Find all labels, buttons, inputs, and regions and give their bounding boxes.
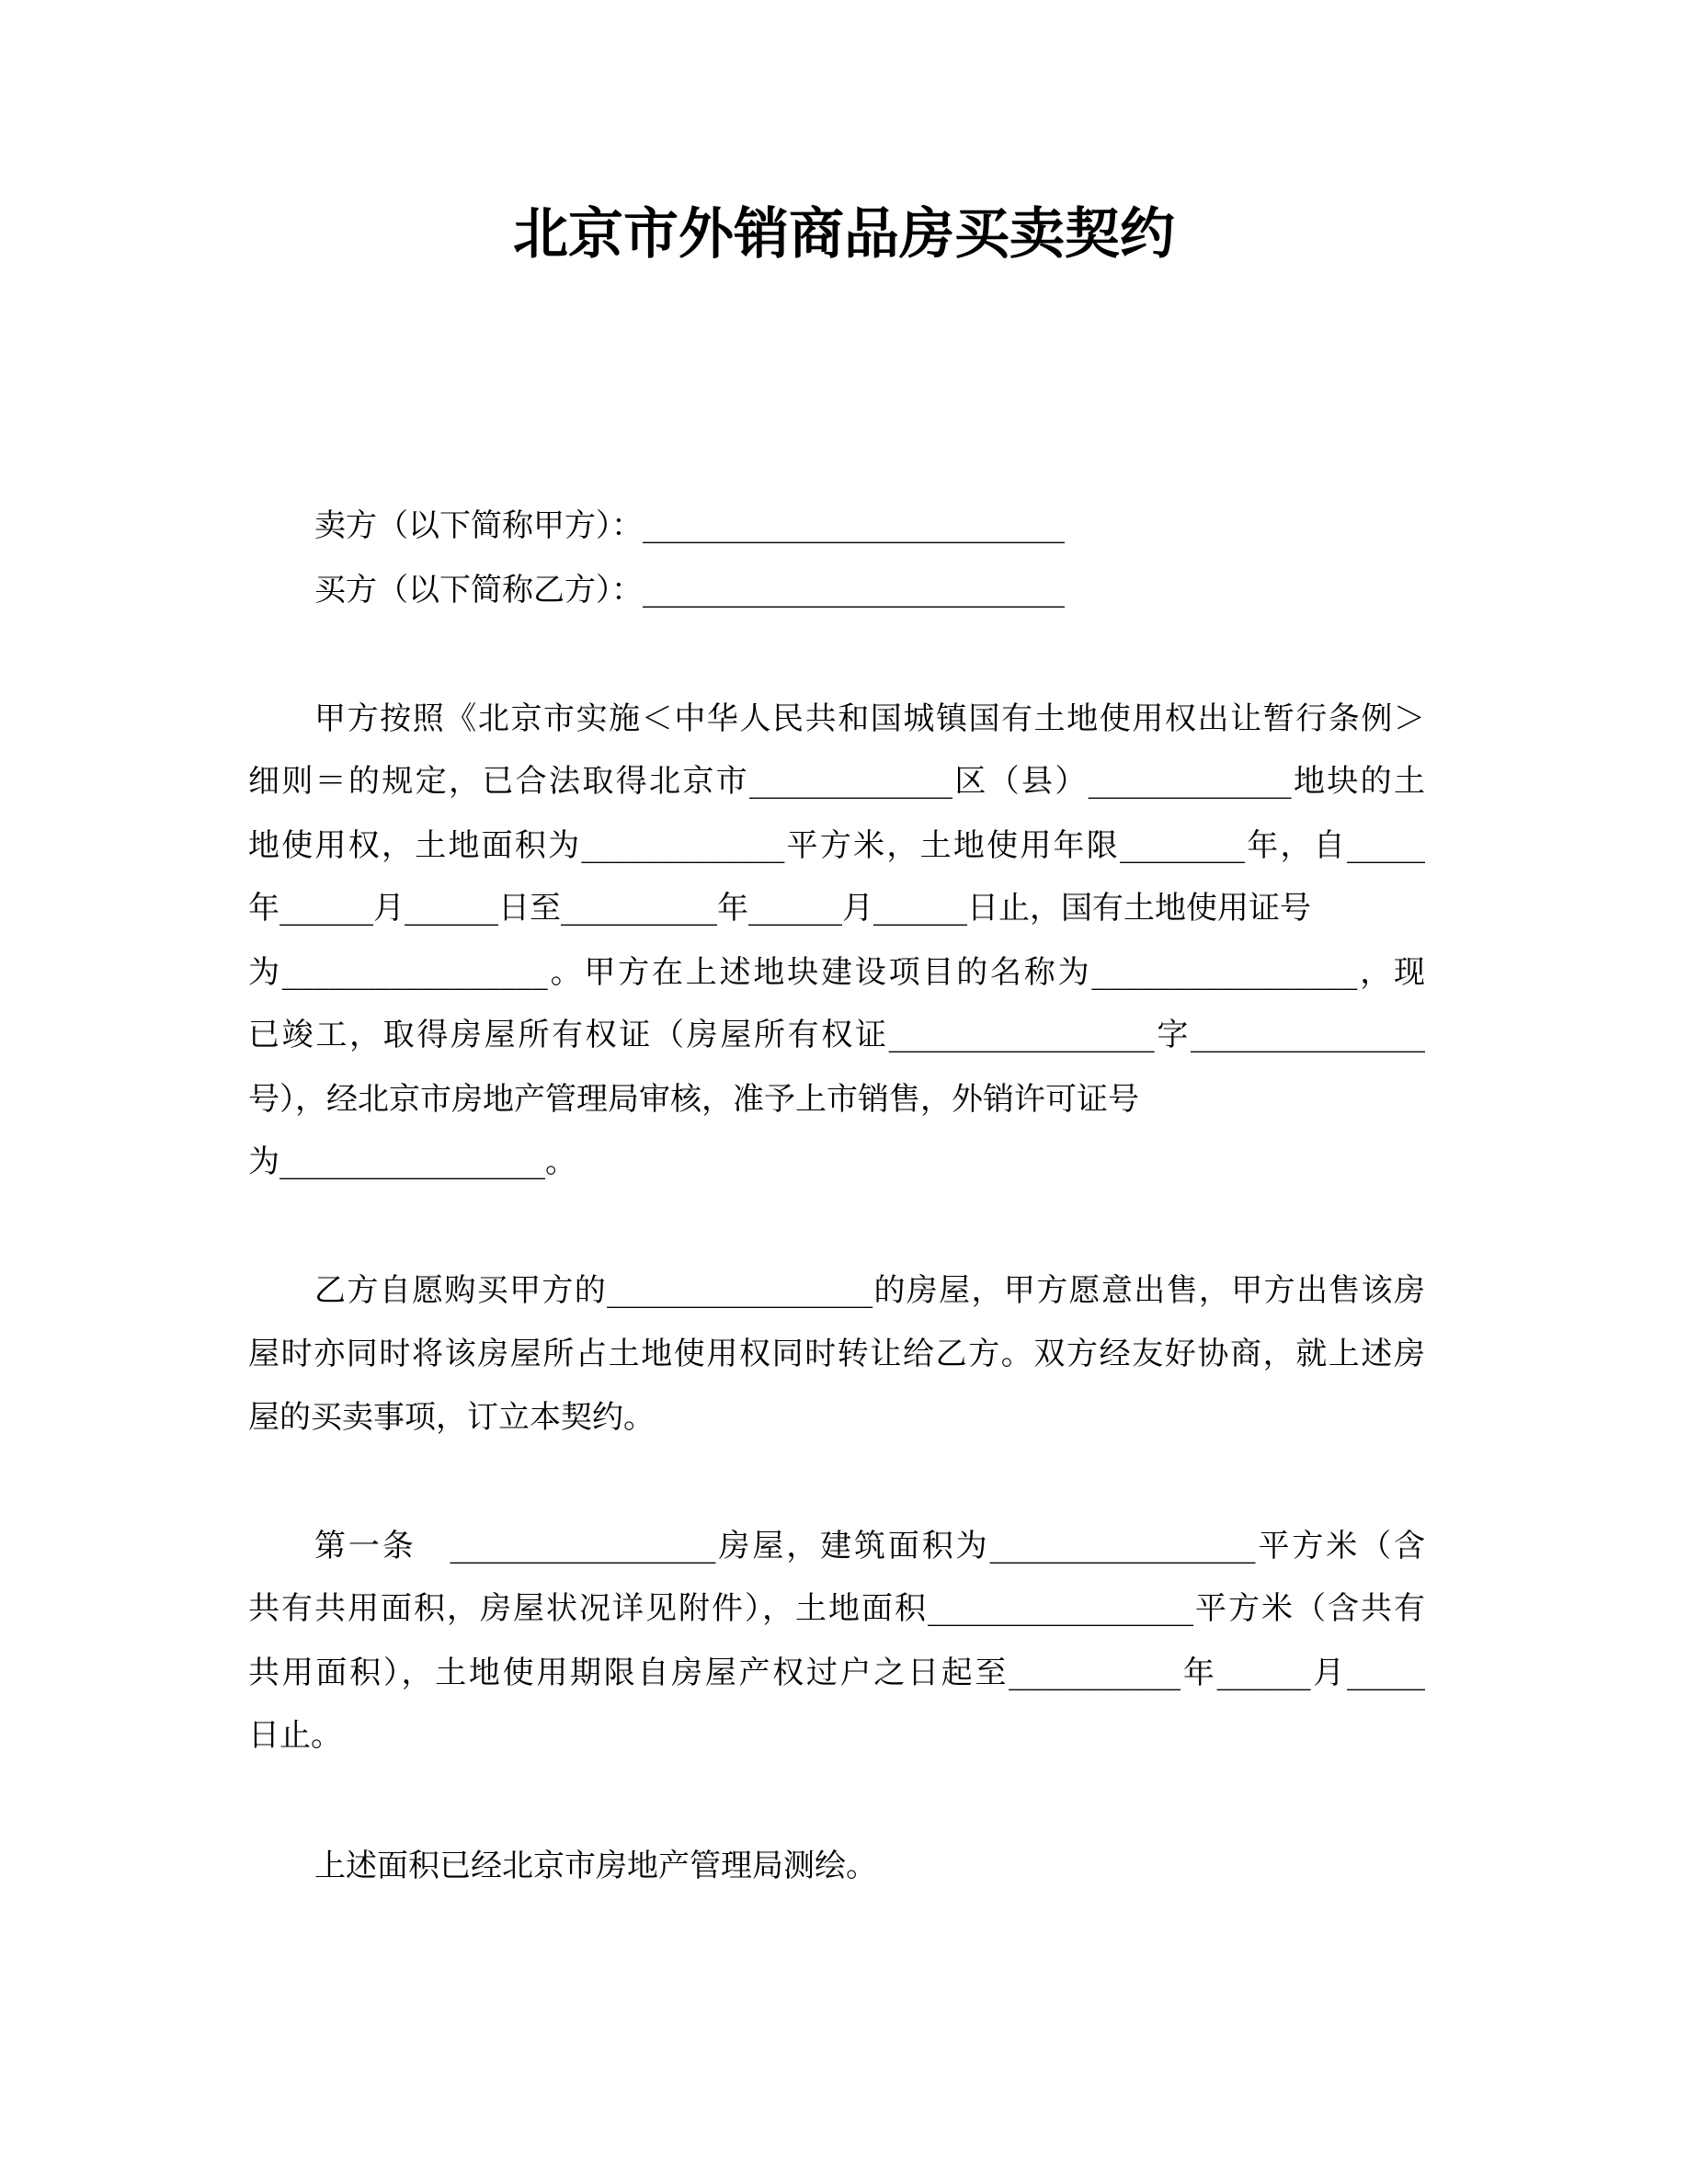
- paragraph2-line: 屋的买卖事项，订立本契约。: [248, 1399, 655, 1436]
- paragraph2-line: 屋时亦同时将该房屋所占土地使用权同时转让给乙方。双方经友好协商，就上述房: [248, 1336, 1425, 1372]
- paragraph1-line: 地使用权，土地面积为_____________平方米，土地使用年限________年，自_____: [248, 827, 1425, 864]
- paragraph1-line: 年______月______日至__________年______月______日止，国有土地使用证号: [248, 890, 1311, 927]
- article1-line: 共用面积），土地使用期限自房屋产权过户之日起至___________年______月_____: [248, 1655, 1425, 1691]
- article1-line: 共有共用面积，房屋状况详见附件），土地面积_________________平方米（含共有: [248, 1590, 1425, 1627]
- paragraph1-line: 号），经北京市房地产管理局审核，准予上市销售，外销许可证号: [248, 1081, 1139, 1118]
- paragraph1-line: 甲方按照《北京市实施＜中华人民共和国城镇国有土地使用权出让暂行条例＞: [314, 700, 1425, 737]
- document-title: 北京市外销商品房买卖契约: [513, 202, 1175, 267]
- seller-line: 卖方（以下简称甲方）：___________________________: [314, 507, 1065, 544]
- article1-line: 日止。: [248, 1717, 342, 1754]
- paragraph1-line: 细则＝的规定，已合法取得北京市_____________区（县）_____________地块的土: [248, 763, 1425, 800]
- article1-line: 第一条 _________________房屋，建筑面积为_________________平方米（含: [314, 1528, 1425, 1564]
- paragraph1-line: 已竣工，取得房屋所有权证（房屋所有权证_________________字_______________: [248, 1017, 1425, 1053]
- paragraph4-line: 上述面积已经北京市房地产管理局测绘。: [314, 1848, 877, 1884]
- paragraph2-line: 乙方自愿购买甲方的_________________的房屋，甲方愿意出售，甲方出售该房: [314, 1272, 1425, 1309]
- buyer-line: 买方（以下简称乙方）：___________________________: [314, 572, 1065, 609]
- paragraph1-line: 为_________________。: [248, 1143, 576, 1180]
- paragraph1-line: 为_________________。甲方在上述地块建设项目的名称为_________________，现: [248, 954, 1425, 991]
